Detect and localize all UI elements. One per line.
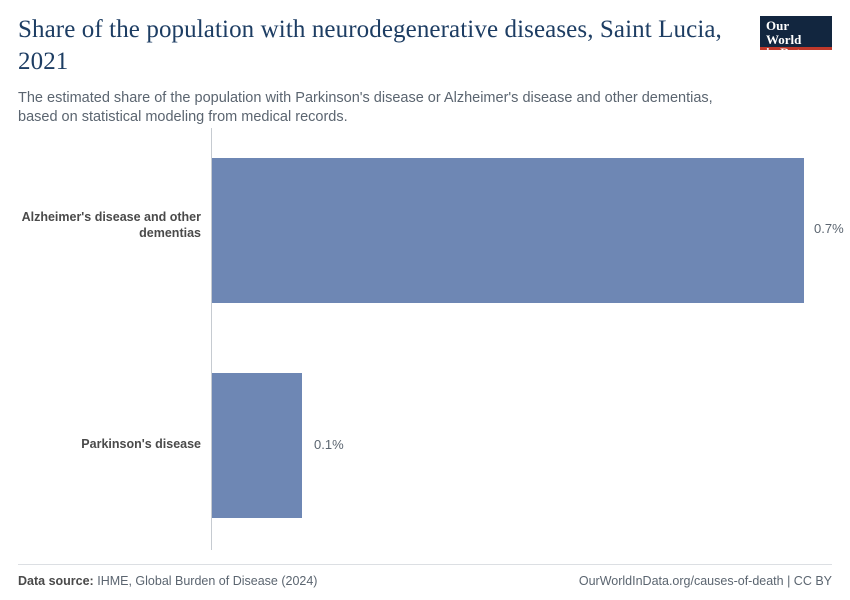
- page-subtitle: The estimated share of the population with Parkinson's disease or Alzheimer's disease and other dementias, based on statistical modeling from medical records.: [18, 90, 713, 126]
- chart-footer: [18, 564, 832, 588]
- bar-parkinsons[interactable]: [212, 373, 302, 518]
- page-title: Share of the population with neurodegenerative diseases, Saint Lucia, 2021: [18, 16, 722, 75]
- owid-logo-line1: Our World: [766, 18, 802, 47]
- data-source: [18, 574, 317, 588]
- attribution-link[interactable]: OurWorldInData.org/causes-of-death | CC BY: [578, 574, 832, 588]
- bar-label-parkinsons: Parkinson's disease: [81, 437, 201, 451]
- owid-logo[interactable]: [760, 16, 832, 61]
- bar-row: [18, 373, 832, 518]
- bar-row: [18, 158, 844, 303]
- bar-alzheimers[interactable]: [212, 158, 804, 303]
- bar-value-alzheimers: 0.7%: [814, 221, 844, 236]
- bar-value-parkinsons: 0.1%: [314, 437, 344, 452]
- chart-header: [18, 14, 832, 128]
- bar-chart: [18, 120, 844, 550]
- data-source-label: Data source:: [18, 574, 94, 588]
- bar-label-alzheimers: Alzheimer's disease and other dementias: [21, 210, 201, 240]
- owid-logo-line2: in Data: [766, 45, 807, 61]
- data-source-value: IHME, Global Burden of Disease (2024): [97, 574, 318, 588]
